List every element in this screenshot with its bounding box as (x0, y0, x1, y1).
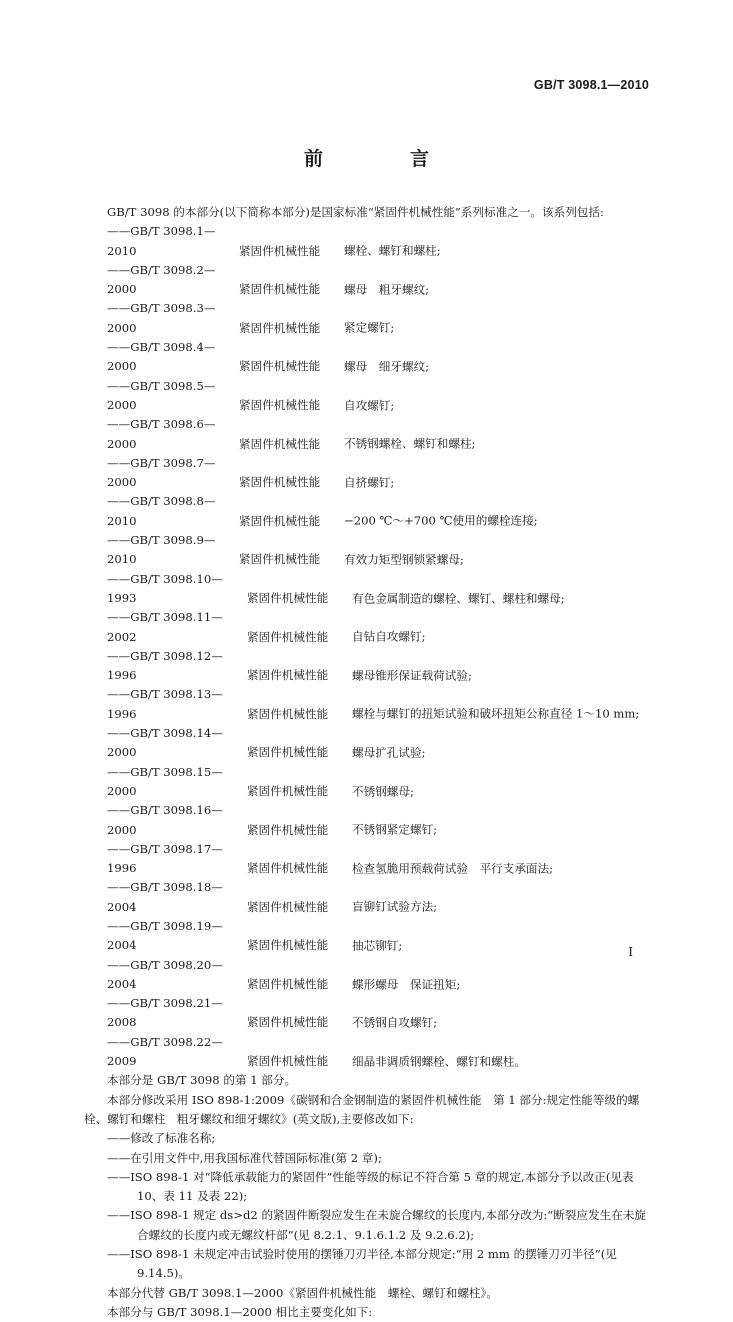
series-item (84, 608, 650, 647)
series-item (84, 338, 650, 377)
series-code: ——GB/T 3098.13—1996 (107, 687, 223, 721)
series-item (84, 415, 650, 454)
series-description: 有色金属制造的螺栓、螺钉、螺柱和螺母; (352, 590, 565, 605)
series-item (84, 261, 650, 300)
series-description: 螺母 细牙螺纹; (344, 359, 430, 374)
series-description: 紧定螺钉; (344, 320, 395, 335)
series-category: 紧固件机械性能 (247, 938, 329, 953)
modification-item: ——在引用文件中,用我国标准代替国际标准(第 2 章); (107, 1150, 382, 1165)
series-category: 紧固件机械性能 (239, 243, 321, 258)
series-category: 紧固件机械性能 (247, 629, 329, 644)
series-description: 自钻自攻螺钉; (352, 629, 426, 644)
series-category: 紧固件机械性能 (247, 668, 329, 683)
series-code: ——GB/T 3098.20—2004 (107, 957, 223, 991)
series-description: 抽芯铆钉; (352, 938, 403, 953)
series-code: ——GB/T 3098.5—2000 (107, 378, 216, 412)
series-category: 紧固件机械性能 (247, 706, 329, 721)
page-title: 前 言 (303, 148, 463, 170)
series-item (84, 1033, 650, 1072)
series-category: 紧固件机械性能 (247, 745, 329, 760)
series-category: 紧固件机械性能 (247, 1054, 329, 1069)
series-code: ——GB/T 3098.17—1996 (107, 841, 223, 876)
series-code: ——GB/T 3098.12—1996 (107, 648, 223, 683)
series-item (84, 570, 650, 609)
series-item (84, 647, 650, 686)
series-category: 紧固件机械性能 (239, 513, 321, 528)
series-code: ——GB/T 3098.9—2010 (107, 533, 216, 567)
series-description: 有效力矩型钢锁紧螺母; (344, 552, 464, 567)
series-category: 紧固件机械性能 (247, 861, 329, 876)
series-code: ——GB/T 3098.14—2000 (107, 726, 223, 760)
series-code: ——GB/T 3098.10—1993 (107, 571, 223, 605)
series-code: ——GB/T 3098.4—2000 (107, 340, 216, 374)
modification-list (84, 1129, 650, 1283)
series-description: 螺栓与螺钉的扭矩试验和破坏扭矩公称直径 1～10 mm; (352, 706, 640, 721)
series-item (84, 685, 650, 724)
series-description: 螺母锥形保证载荷试验; (352, 668, 472, 683)
modification-item: ——ISO 898-1 对“降低承载能力的紧固件”性能等级的标记不符合第 5 章的规定,本部分予以改正(见表 10、表 11 及表 22); (107, 1169, 634, 1204)
series-item (84, 956, 650, 995)
series-code: ——GB/T 3098.19—2004 (107, 918, 223, 953)
series-code: ——GB/T 3098.22—2009 (107, 1034, 223, 1069)
series-category: 紧固件机械性能 (247, 976, 329, 991)
series-category: 紧固件机械性能 (239, 475, 321, 490)
changes-note: 本部分与 GB/T 3098.1—2000 相比主要变化如下: (107, 1304, 373, 1319)
series-description: 螺母扩孔试验; (352, 745, 426, 760)
series-item (84, 840, 650, 879)
series-description: 不锈钢紧定螺钉; (352, 822, 438, 837)
series-item (84, 299, 650, 338)
series-code: ——GB/T 3098.11—2002 (107, 610, 223, 644)
series-description: 细晶非调质钢螺栓、螺钉和螺柱。 (352, 1054, 526, 1069)
series-category: 紧固件机械性能 (247, 899, 329, 914)
series-item (84, 994, 650, 1033)
series-item (84, 878, 650, 917)
series-description: 盲铆钉试验方法; (352, 899, 438, 914)
series-category: 紧固件机械性能 (239, 320, 321, 335)
series-category: 紧固件机械性能 (247, 590, 329, 605)
part-note: 本部分是 GB/T 3098 的第 1 部分。 (107, 1073, 297, 1088)
series-category: 紧固件机械性能 (239, 552, 321, 567)
series-item (84, 492, 650, 531)
series-list (84, 222, 650, 1071)
series-code: ——GB/T 3098.18—2004 (107, 880, 223, 914)
series-item (84, 531, 650, 570)
series-code: ——GB/T 3098.16—2000 (107, 803, 223, 837)
series-item (84, 801, 650, 840)
foreword-body (84, 203, 650, 1322)
series-description: 自挤螺钉; (344, 475, 395, 490)
series-description: 检查氢脆用预载荷试验 平行支承面法; (352, 861, 554, 876)
replace-note: 本部分代替 GB/T 3098.1—2000《紧固件机械性能 螺栓、螺钉和螺柱》。 (107, 1285, 498, 1300)
series-category: 紧固件机械性能 (239, 359, 321, 374)
standard-number: GB/T 3098.1—2010 (533, 78, 649, 92)
series-item (84, 377, 650, 416)
series-item (84, 454, 650, 493)
series-category: 紧固件机械性能 (239, 397, 321, 412)
series-code: ——GB/T 3098.15—2000 (107, 764, 223, 798)
modify-intro-paragraph: 本部分修改采用 ISO 898-1:2009《碳钢和合金钢制造的紧固件机械性能 第 1 部分:规定性能等级的螺栓、螺钉和螺柱 粗牙螺纹和细牙螺纹》(英文版),主要修改如下: (84, 1092, 640, 1126)
series-category: 紧固件机械性能 (247, 822, 329, 837)
series-code: ——GB/T 3098.7—2000 (107, 455, 216, 490)
series-code: ——GB/T 3098.3—2000 (107, 301, 216, 335)
series-category: 紧固件机械性能 (247, 783, 329, 798)
series-description: 不锈钢螺栓、螺钉和螺柱; (344, 436, 476, 451)
series-description: 不锈钢自攻螺钉; (352, 1015, 438, 1030)
intro-paragraph: GB/T 3098 的本部分(以下简称本部分)是国家标准“紧固件机械性能”系列标准之一。该系列包括: (107, 205, 604, 219)
series-code: ——GB/T 3098.1—2010 (107, 224, 216, 258)
series-item (84, 917, 650, 956)
modification-item: ——修改了标准名称; (107, 1131, 216, 1146)
series-code: ——GB/T 3098.6—2000 (107, 417, 216, 451)
series-item (84, 222, 650, 261)
series-code: ——GB/T 3098.21—2008 (107, 996, 223, 1030)
series-description: 自攻螺钉; (344, 397, 395, 412)
series-code: ——GB/T 3098.2—2000 (107, 262, 216, 297)
page-folio: I (628, 945, 633, 959)
series-item (84, 724, 650, 763)
series-category: 紧固件机械性能 (239, 436, 321, 451)
series-category: 紧固件机械性能 (239, 282, 321, 297)
series-description: 螺栓、螺钉和螺柱; (344, 243, 441, 258)
series-description: −200 ℃～+700 ℃使用的螺栓连接; (344, 513, 538, 528)
modification-item: ——ISO 898-1 未规定冲击试验时使用的摆锤刀刃半径,本部分规定:“用 2 mm 的摆锤刀刃半径”(见 9.14.5)。 (107, 1247, 617, 1281)
series-description: 蝶形螺母 保证扭矩; (352, 976, 461, 991)
series-category: 紧固件机械性能 (247, 1015, 329, 1030)
series-item (84, 763, 650, 802)
series-description: 不锈钢螺母; (352, 783, 414, 798)
series-description: 螺母 粗牙螺纹; (344, 282, 430, 297)
series-code: ——GB/T 3098.8—2010 (107, 494, 216, 528)
modification-item: ——ISO 898-1 规定 ds>d2 的紧固件断裂应发生在未旋合螺纹的长度内,本部分改为:“断裂应发生在未旋合螺纹的长度内或无螺纹杆部”(见 8.2.1、9.1.6.1.2 及 9.2.6.2); (107, 1208, 646, 1242)
